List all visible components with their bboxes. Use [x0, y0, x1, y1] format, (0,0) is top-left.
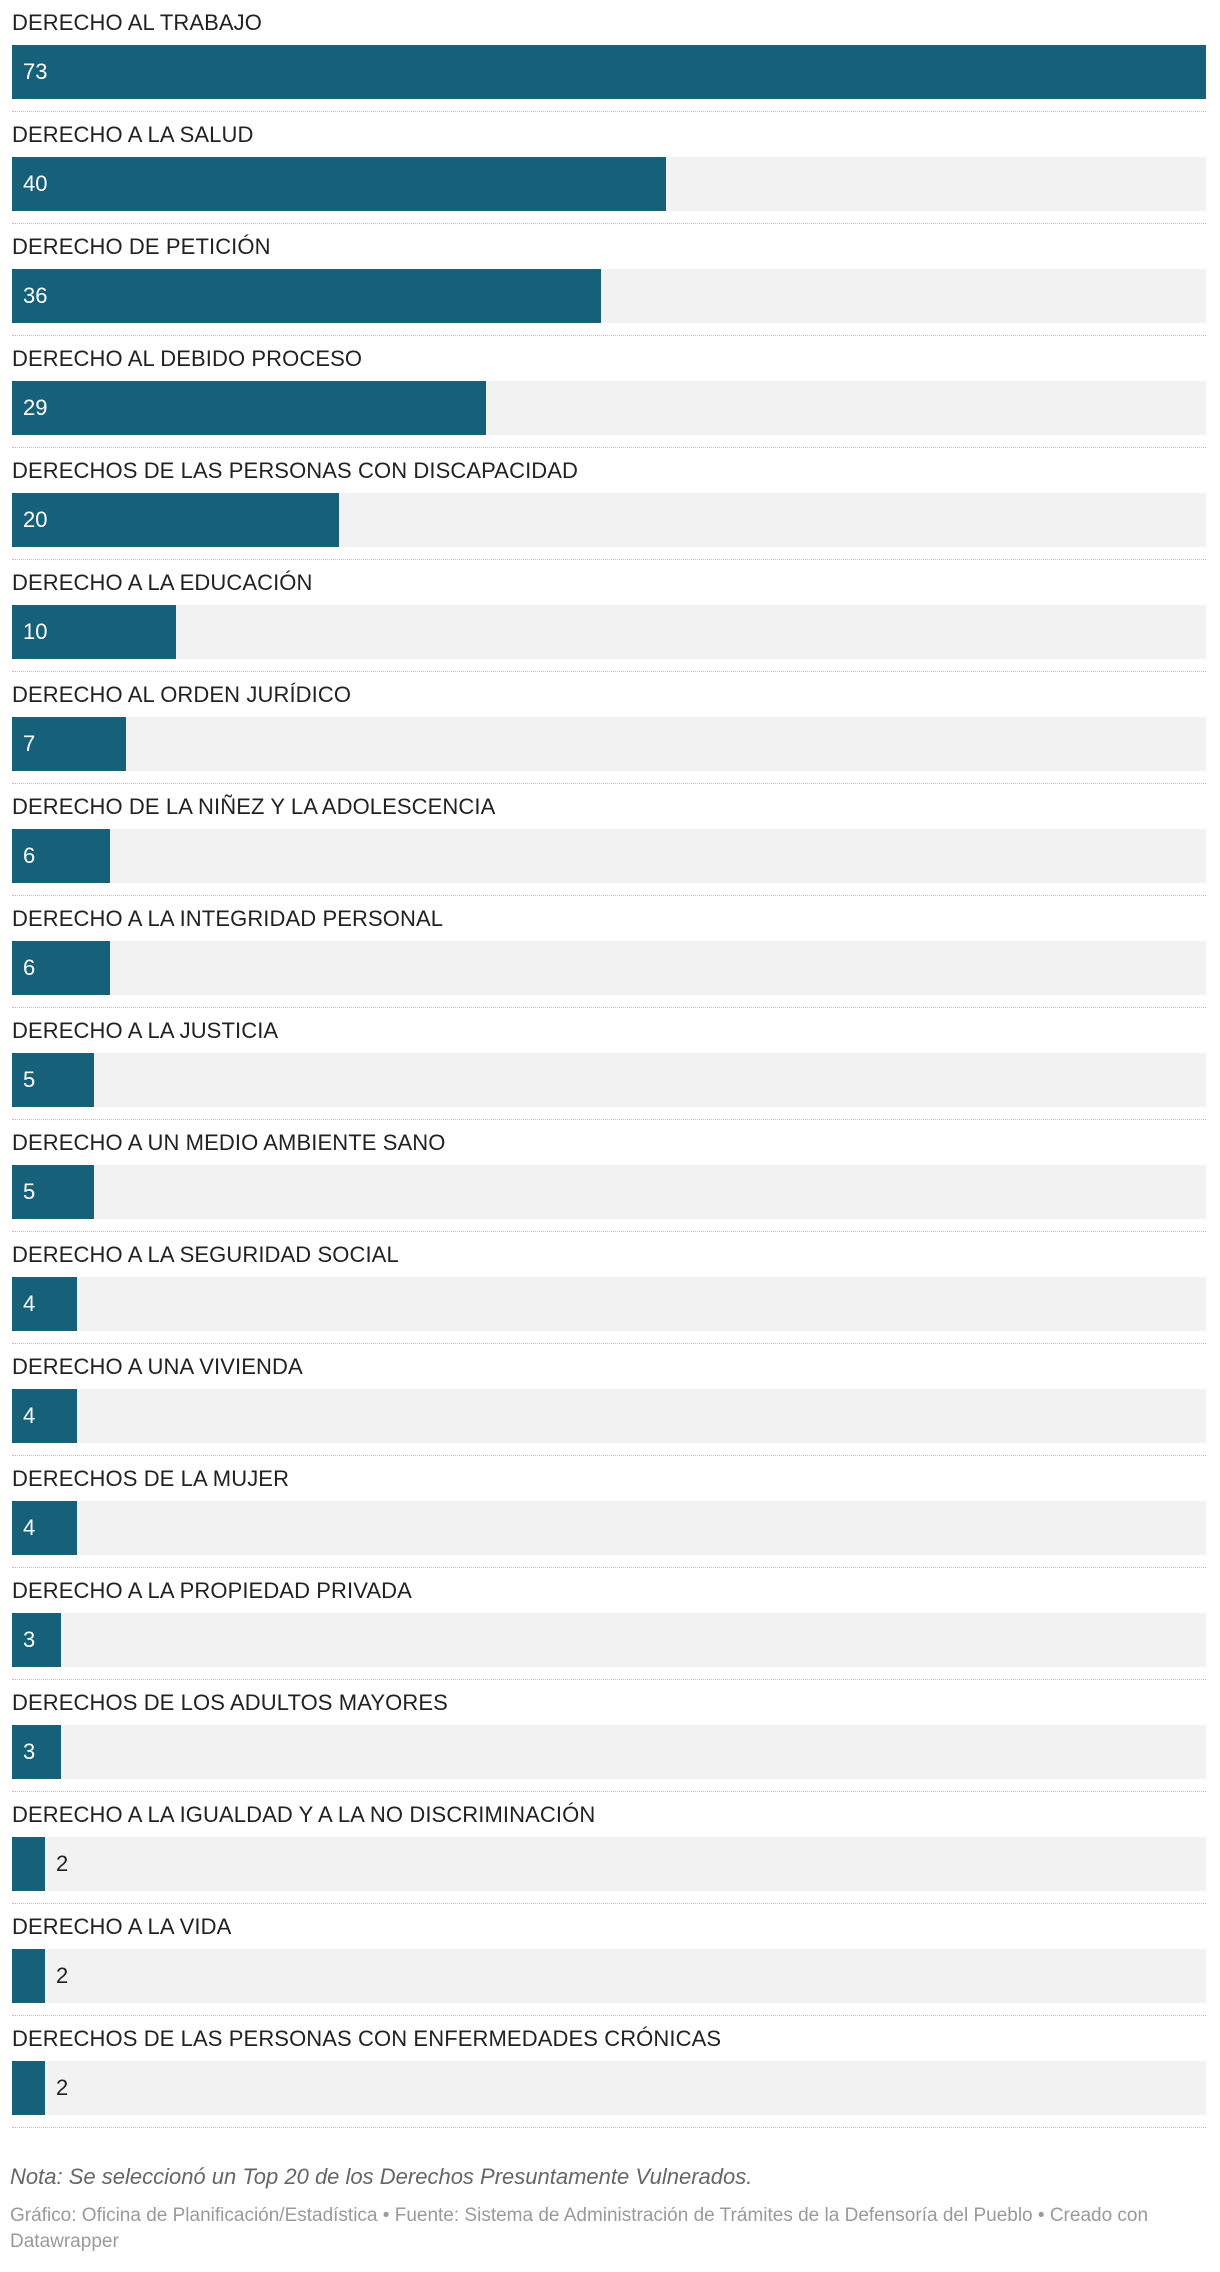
- category-label: DERECHO A LA IGUALDAD Y A LA NO DISCRIMINACIÓN: [12, 1802, 596, 1827]
- category-label: DERECHO A LA VIDA: [12, 1914, 232, 1939]
- value-label: 6: [23, 955, 36, 980]
- bar-track: [12, 1949, 1206, 2003]
- value-label: 2: [56, 1963, 69, 1988]
- bar-row: [12, 0, 1206, 112]
- category-label: DERECHO A LA EDUCACIÓN: [12, 570, 313, 595]
- bar-row: [12, 1232, 1206, 1344]
- category-label: DERECHOS DE LOS ADULTOS MAYORES: [12, 1690, 448, 1715]
- bar-track: [12, 829, 1206, 883]
- category-label: DERECHO AL DEBIDO PROCESO: [12, 346, 363, 371]
- bar: [12, 1949, 45, 2003]
- bar-row: [12, 1120, 1206, 1232]
- bar-track: [12, 941, 1206, 995]
- value-label: 20: [23, 507, 48, 532]
- bar-track: [12, 1165, 1206, 1219]
- bar-row: [12, 1568, 1206, 1680]
- value-label: 2: [56, 1851, 69, 1876]
- category-label: DERECHOS DE LAS PERSONAS CON DISCAPACIDAD: [12, 458, 579, 483]
- bar-row: [12, 1904, 1206, 2016]
- bar-track: [12, 269, 1206, 323]
- bar-track: [12, 1053, 1206, 1107]
- bar-track: [12, 1389, 1206, 1443]
- bar-row: [12, 448, 1206, 560]
- bar-row: [12, 2016, 1206, 2128]
- category-label: DERECHO AL TRABAJO: [12, 10, 262, 35]
- category-label: DERECHO DE LA NIÑEZ Y LA ADOLESCENCIA: [12, 794, 496, 819]
- bar: [12, 1389, 77, 1443]
- bar: [12, 1837, 45, 1891]
- value-label: 4: [23, 1515, 36, 1540]
- bar-track: [12, 1277, 1206, 1331]
- bar-row: [12, 1456, 1206, 1568]
- category-label: DERECHOS DE LAS PERSONAS CON ENFERMEDADES CRÓNICAS: [12, 2026, 722, 2051]
- bar-track: [12, 45, 1206, 99]
- bar-row: [12, 1344, 1206, 1456]
- bar-row: [12, 1680, 1206, 1792]
- bar-track: [12, 2061, 1206, 2115]
- bar-track: [12, 1725, 1206, 1779]
- bar-track: [12, 1613, 1206, 1667]
- bar-row: [12, 336, 1206, 448]
- category-label: DERECHOS DE LA MUJER: [12, 1466, 290, 1491]
- value-label: 7: [23, 731, 36, 756]
- value-label: 3: [23, 1739, 36, 1764]
- bar-track: [12, 157, 1206, 211]
- chart-credit: Gráfico: Oficina de Planificación/Estadística • Fuente: Sistema de Administración de Trámites de la Defensoría del Pueblo • Creado con Datawrapper: [10, 2205, 1149, 2252]
- value-label: 4: [23, 1291, 36, 1316]
- bar-track: [12, 1837, 1206, 1891]
- value-label: 5: [23, 1067, 36, 1092]
- bar-chart: [12, 0, 1206, 2128]
- value-label: 3: [23, 1627, 36, 1652]
- bar-track: [12, 717, 1206, 771]
- bar-row: [12, 896, 1206, 1008]
- bar: [12, 45, 1206, 99]
- category-label: DERECHO A LA INTEGRIDAD PERSONAL: [12, 906, 444, 931]
- bar-track: [12, 493, 1206, 547]
- bar-row: [12, 784, 1206, 896]
- value-label: 10: [23, 619, 48, 644]
- bar: [12, 1613, 61, 1667]
- bar: [12, 493, 339, 547]
- category-label: DERECHO A UN MEDIO AMBIENTE SANO: [12, 1130, 446, 1155]
- category-label: DERECHO A UNA VIVIENDA: [12, 1354, 303, 1379]
- value-label: 5: [23, 1179, 36, 1204]
- value-label: 29: [23, 395, 48, 420]
- bar: [12, 1501, 77, 1555]
- category-label: DERECHO A LA PROPIEDAD PRIVADA: [12, 1578, 412, 1603]
- category-label: DERECHO A LA JUSTICIA: [12, 1018, 279, 1043]
- category-label: DERECHO AL ORDEN JURÍDICO: [12, 682, 352, 707]
- bar-track: [12, 605, 1206, 659]
- bar-track: [12, 1501, 1206, 1555]
- value-label: 4: [23, 1403, 36, 1428]
- bar-row: [12, 224, 1206, 336]
- bar: [12, 157, 666, 211]
- value-label: 36: [23, 283, 48, 308]
- bar: [12, 269, 601, 323]
- category-label: DERECHO DE PETICIÓN: [12, 234, 271, 259]
- bar: [12, 1277, 77, 1331]
- category-label: DERECHO A LA SALUD: [12, 122, 254, 147]
- bar: [12, 381, 486, 435]
- value-label: 40: [23, 171, 48, 196]
- bar-row: [12, 1792, 1206, 1904]
- value-label: 2: [56, 2075, 69, 2100]
- bar-row: [12, 560, 1206, 672]
- bar: [12, 1725, 61, 1779]
- value-label: 73: [23, 59, 48, 84]
- bar: [12, 2061, 45, 2115]
- bar-row: [12, 112, 1206, 224]
- bar-row: [12, 672, 1206, 784]
- bar-row: [12, 1008, 1206, 1120]
- category-label: DERECHO A LA SEGURIDAD SOCIAL: [12, 1242, 399, 1267]
- value-label: 6: [23, 843, 36, 868]
- bar-track: [12, 381, 1206, 435]
- chart-note: Nota: Se seleccionó un Top 20 de los Derechos Presuntamente Vulnerados.: [10, 2164, 753, 2189]
